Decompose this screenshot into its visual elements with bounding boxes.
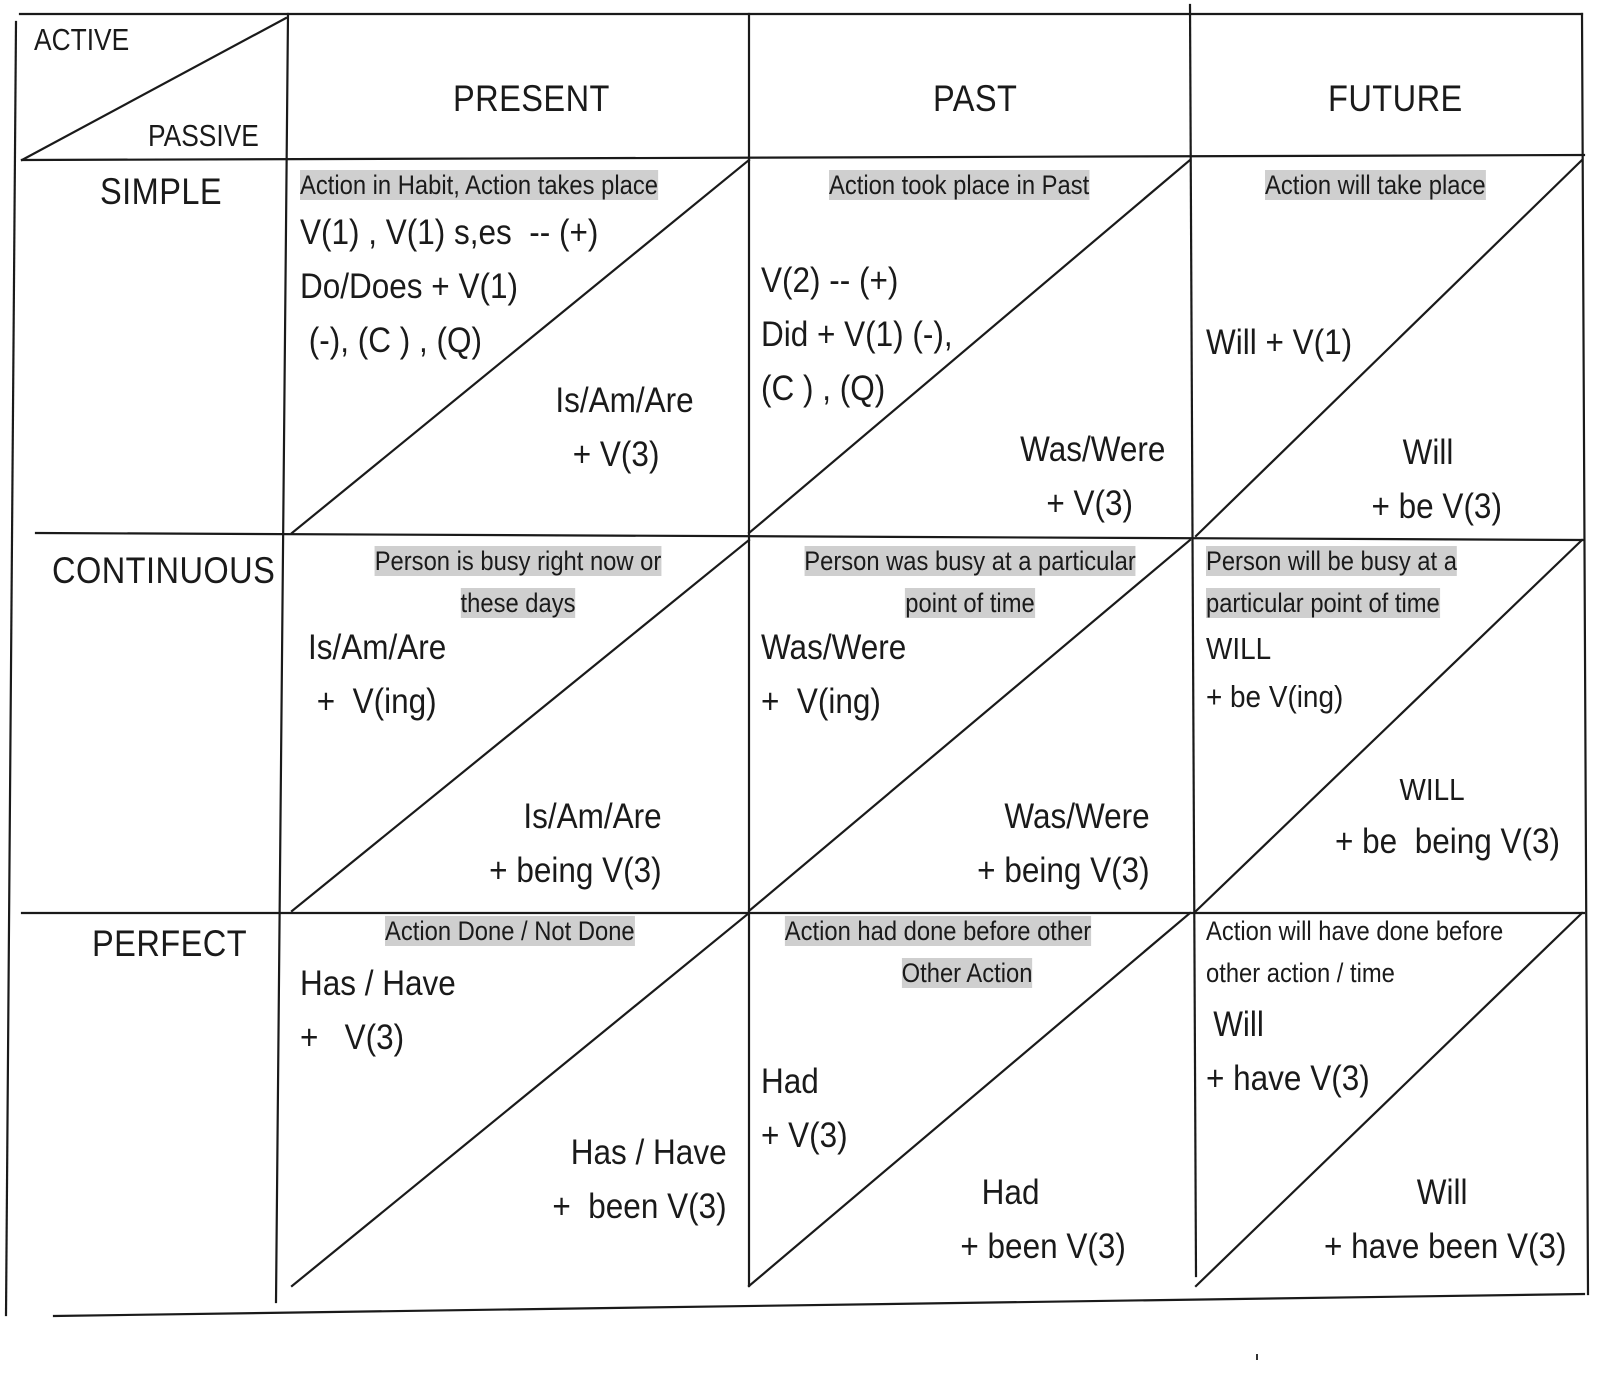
column-header-future: FUTURE — [1328, 78, 1463, 119]
active-perfect-past: Had + V(3) — [761, 1062, 848, 1155]
passive-simple-future: Will + be V(3) — [1371, 433, 1502, 526]
passive-continuous-future: WILL + be being V(3) — [1334, 772, 1560, 861]
active-perfect-present: Has / Have + V(3) — [300, 964, 456, 1057]
note-continuous-past: Person was busy at a particular point of time — [804, 546, 1136, 618]
column-header-past: PAST — [933, 78, 1018, 119]
passive-perfect-future: Will + have been V(3) — [1323, 1173, 1566, 1266]
active-simple-past: V(2) -- (+) Did + V(1) (-), (C ) , (Q) — [761, 261, 953, 408]
note-continuous-present: Person is busy right now or these days — [374, 546, 662, 618]
note-perfect-present: Action Done / Not Done — [385, 916, 635, 946]
active-simple-present: V(1) , V(1) s,es -- (+) Do/Does + V(1) (-), (C ) , (Q) — [300, 213, 599, 360]
note-perfect-past: Action had done before other Other Action — [784, 916, 1092, 988]
note-simple-future: Action will take place — [1265, 170, 1486, 200]
row-header-simple: SIMPLE — [100, 171, 223, 212]
corner-label-active: ACTIVE — [34, 22, 130, 57]
active-perfect-future: Will + have V(3) — [1206, 1005, 1370, 1098]
passive-continuous-past: Was/Were + being V(3) — [977, 797, 1150, 890]
passive-continuous-present: Is/Am/Are + being V(3) — [489, 797, 662, 890]
note-simple-present: Action in Habit, Action takes place — [300, 170, 658, 200]
corner-label-passive: PASSIVE — [148, 118, 259, 153]
stray-mark — [1256, 1354, 1258, 1360]
active-simple-future: Will + V(1) — [1206, 323, 1353, 362]
passive-perfect-present: Has / Have + been V(3) — [552, 1133, 727, 1226]
passive-simple-past: Was/Were + V(3) — [1019, 430, 1165, 523]
column-header-present: PRESENT — [453, 78, 610, 119]
active-continuous-present: Is/Am/Are + V(ing) — [308, 628, 447, 721]
active-continuous-future: WILL + be V(ing) — [1206, 631, 1344, 714]
row-header-continuous: CONTINUOUS — [52, 550, 276, 591]
active-continuous-past: Was/Were + V(ing) — [761, 628, 907, 721]
note-simple-past: Action took place in Past — [829, 170, 1090, 200]
note-continuous-future: Person will be busy at a particular point of time — [1206, 546, 1457, 618]
note-perfect-future: Action will have done before other action / time — [1206, 916, 1504, 988]
passive-simple-present: Is/Am/Are + V(3) — [555, 381, 694, 474]
passive-perfect-past: Had + been V(3) — [960, 1173, 1126, 1266]
row-header-perfect: PERFECT — [92, 923, 248, 964]
